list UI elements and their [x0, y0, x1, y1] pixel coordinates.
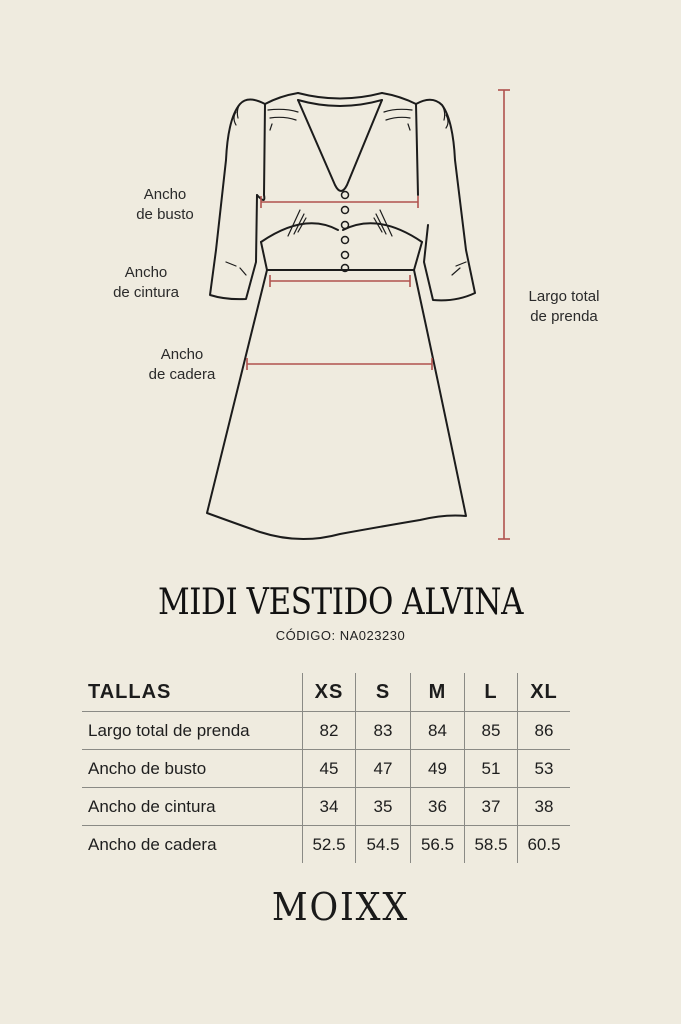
table-row	[82, 826, 570, 864]
cell-value: 58.5	[465, 826, 518, 864]
waist-label-line2: de cintura	[113, 284, 179, 301]
size-xs: XS	[303, 673, 356, 712]
length-label-line2: de prenda	[530, 308, 598, 325]
cell-value: 51	[465, 750, 518, 788]
length-label-line1: Largo total	[528, 288, 600, 305]
cell-value: 36	[411, 788, 465, 826]
size-m: M	[411, 673, 465, 712]
cell-value: 84	[411, 712, 465, 750]
cell-value: 35	[356, 788, 411, 826]
bust-label-line1: Ancho	[143, 186, 187, 203]
bust-label	[95, 185, 235, 225]
row-label: Ancho de cintura	[88, 796, 216, 816]
hip-label-line1: Ancho	[160, 346, 204, 363]
cell-value: 86	[518, 712, 571, 750]
bodice-right	[382, 93, 418, 195]
waist-measure-line	[270, 275, 410, 287]
cell-value: 49	[411, 750, 465, 788]
cell-value: 53	[518, 750, 571, 788]
skirt	[207, 270, 466, 539]
hip-label	[112, 345, 252, 385]
table-row	[82, 750, 570, 788]
sizes-header: TALLAS	[88, 680, 172, 703]
neckline	[298, 93, 382, 99]
table-row	[82, 712, 570, 750]
size-l: L	[465, 673, 518, 712]
cell-value: 82	[303, 712, 356, 750]
cell-value: 56.5	[411, 826, 465, 864]
row-label: Ancho de busto	[88, 758, 207, 778]
cell-value: 54.5	[356, 826, 411, 864]
cell-value: 34	[303, 788, 356, 826]
neckline-inner	[298, 100, 382, 106]
hip-label-line2: de cadera	[148, 366, 216, 383]
buttons	[342, 192, 349, 272]
row-label: Largo total de prenda	[88, 720, 250, 740]
length-label	[494, 287, 634, 327]
cell-value: 83	[356, 712, 411, 750]
brand-logo: MOIXX	[271, 885, 410, 929]
right-sleeve	[416, 100, 475, 301]
cell-value: 45	[303, 750, 356, 788]
cell-value: 85	[465, 712, 518, 750]
size-table-header-row	[82, 673, 570, 712]
size-s: S	[356, 673, 411, 712]
size-xl: XL	[518, 673, 571, 712]
cell-value: 52.5	[303, 826, 356, 864]
product-title: MIDI VESTIDO ALVINA	[157, 582, 524, 623]
size-table	[82, 673, 570, 863]
bust-label-line2: de busto	[136, 206, 194, 223]
row-label: Ancho de cadera	[88, 834, 217, 854]
product-code: CÓDIGO: NA023230	[275, 628, 406, 643]
cell-value: 38	[518, 788, 571, 826]
hip-measure-line	[247, 358, 432, 370]
table-row	[82, 788, 570, 826]
waist-label	[76, 263, 216, 303]
cell-value: 37	[465, 788, 518, 826]
cell-value: 47	[356, 750, 411, 788]
cell-value: 60.5	[518, 826, 571, 864]
v-neck	[298, 100, 382, 191]
bust-measure-line	[261, 196, 418, 208]
waist-label-line1: Ancho	[124, 264, 168, 281]
